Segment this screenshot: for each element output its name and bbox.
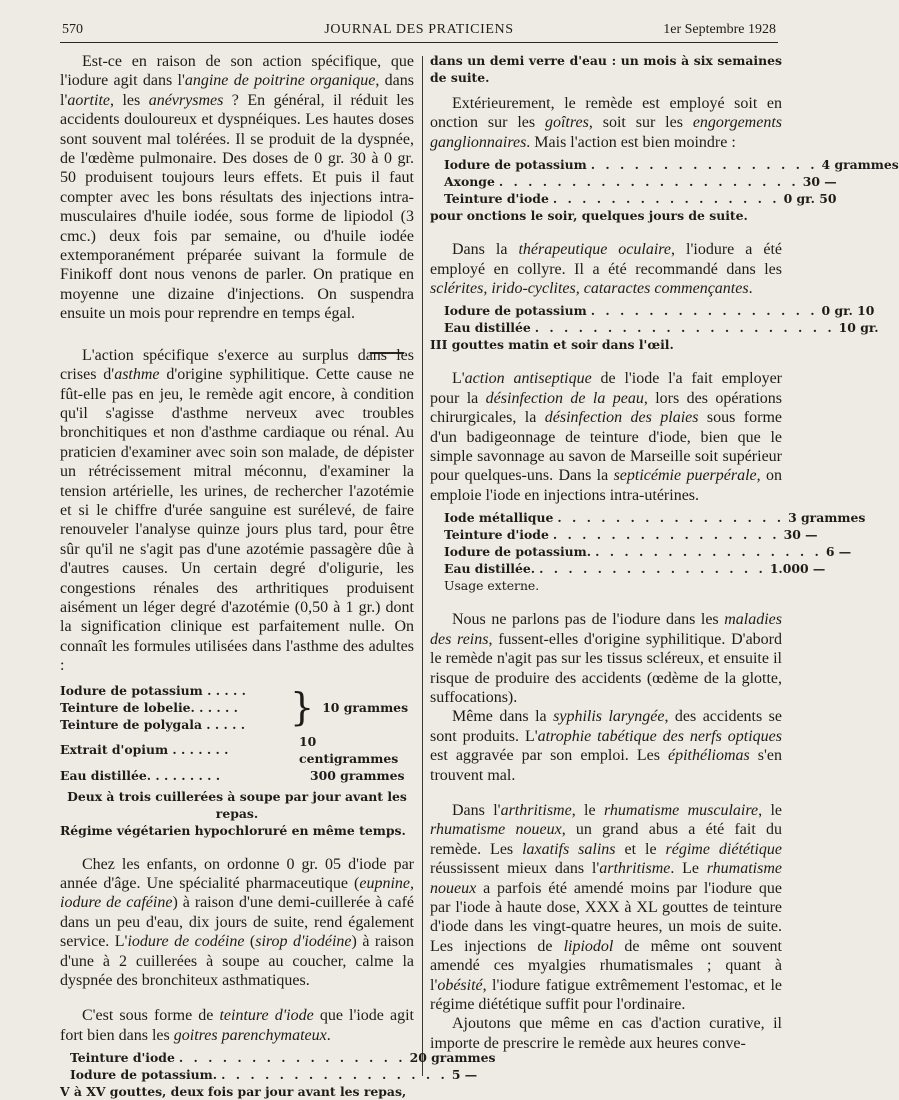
emphasis-text: désinfection des plaies (544, 409, 699, 427)
paragraph-laryngee (430, 707, 782, 785)
formula-note: Deux à trois cuillerées à soupe par jour avant les repas. (67, 788, 407, 821)
emphasis-text: laxatifs salins (522, 840, 616, 858)
body-text: , fussent-elles d'origine syphilitique. D'abord le remède n'agit pas sur les tissus scléreux, et ensuite il risque de produire des accidents (œdème de la glotte, suffocations). (430, 630, 782, 706)
emphasis-text: septicémie puerpérale (613, 467, 757, 485)
emphasis-text: sclérites, irido-cyclites, cataractes commençantes (430, 280, 749, 298)
body-text: de même ont souvent amendé ces myalgies rhumatismales ; quant à l' (430, 937, 782, 994)
emphasis-text: engorgements ganglionnaires (430, 114, 782, 151)
formula-row: Iodure de potassium. . . . . . . . . . . . . . . . . 6 — (444, 544, 852, 560)
formula-row: Iodure de potassium. . . . . . . . . . . . . . . . . 5 — (70, 1067, 478, 1083)
body-text: Chez les enfants, on ordonne 0 gr. 05 d'iode par année d'âge. Une spécialité pharmaceutique ( (60, 855, 414, 892)
formula-ingredient: Eau distillée. . . . . . . . . (60, 767, 221, 783)
emphasis-text: asthme (114, 366, 160, 384)
formula-row: Iode métallique . . . . . . . . . . . . . . . . 3 grammes (444, 510, 866, 526)
body-text: , l'iodure fatigue extrêmement l'estomac, et le régime diététique suffit pour l'ordinaire. (430, 976, 782, 1013)
formula-antiseptique (444, 509, 866, 594)
formula-row: Teinture d'iode . . . . . . . . . . . . . . . . 20 grammes (70, 1050, 496, 1066)
emphasis-text: thérapeutique oculaire (518, 241, 672, 259)
formula-note: Régime végétarien hypochloruré en même temps. (60, 822, 406, 838)
page-number: 570 (62, 22, 83, 37)
body-text: , un grand abus a été fait du remède. Les (430, 821, 783, 858)
formula-note: Usage externe. (444, 578, 540, 594)
body-text: réussissent mieux dans l' (430, 860, 600, 878)
body-text: Nous ne parlons pas de l'iodure dans les (452, 611, 725, 629)
body-text: , des accidents se sont produits. L' (430, 708, 782, 745)
emphasis-text: arthritisme (599, 860, 671, 878)
emphasis-text: syphilis laryngée (553, 708, 665, 726)
body-text: ? En général, il réduit les accidents douloureux et dyspnéiques. Les hautes doses sont souvent mal tolérées. Il se produit de la dyspnée, de l'œdème pulmonaire. Des doses de 0 gr. 30 à 0 gr. 50 produisent toujours leurs effets. Et puis il faut compter avec les bons résultats des injections intra-musculaires d'huile iodée, sous forme de lipiodol (3 cmc.) deux fois par semaine, ou d'huile iodée extemporanément préparée suivant la formule de Finikoff dont nous venons de parler. On pratique en moyenne une dizaine d'injections. On suspendra ensuite un mois pour reprendre en temps égal. (60, 91, 414, 323)
body-text: sous forme d'un badigeonnage de teinture d'iode, bien que le simple savonnage au savon de Marseille soit supérieur pour quelques-uns. Dans la (430, 409, 783, 485)
body-text: que l'iode agit fort bien dans les (60, 1007, 415, 1044)
body-text: ( (244, 933, 256, 951)
header-rule (60, 42, 778, 43)
emphasis-text: goîtres (544, 114, 589, 132)
formula-ingredient: Teinture de lobelie. . . . . . (60, 699, 238, 715)
body-text: et le (615, 840, 666, 858)
formula-row: Iodure de potassium . . . . . . . . . . . . . . . . 0 gr. 10 (444, 303, 875, 319)
emphasis-text: rhumatisme musculaire (603, 801, 759, 819)
body-text: . Le (670, 860, 707, 878)
emphasis-text: aortite (67, 91, 110, 109)
formula-row: Teinture d'iode . . . . . . . . . . . . . . . . 0 gr. 50 (444, 191, 837, 207)
formula-row: Axonge . . . . . . . . . . . . . . . . . . . . . 30 — (444, 174, 837, 190)
emphasis-text: eupnine, iodure de caféine (60, 875, 414, 912)
formula-row: Iodure de potassium . . . . . . . . . . . . . . . . 4 grammes (444, 157, 899, 173)
formula-ingredient: Teinture de polygala . . . . . (60, 716, 246, 732)
emphasis-text: rhumatisme noueux (430, 860, 782, 897)
paragraph-reins (430, 610, 782, 707)
body-text: , soit sur les (588, 114, 693, 132)
body-text: L'action spécifique s'exerce au surplus dans les crises d' (60, 346, 414, 384)
journal-title: JOURNAL DES PRATICIENS (324, 22, 514, 37)
body-text: Dans la (452, 241, 519, 259)
formula-goitres (60, 1049, 496, 1100)
formula-note-continued: dans un demi verre d'eau : un mois à six semaines de suite. (430, 53, 782, 85)
column-separator (422, 56, 423, 1076)
formula-ingredient: Iodure de potassium . . . . . (60, 682, 246, 698)
body-text: Ajoutons que même en cas d'action curative, il importe de prescrire le remède aux heures conve- (430, 1015, 782, 1052)
formula-row: Eau distillée . . . . . . . . . . . . . . . . . . . . . 10 gr. (444, 320, 879, 336)
paragraph-arthritisme (430, 801, 782, 1014)
body-text: ) à raison d'une demi-cuillerée à café dans un peu d'eau, dix jours de suite, rend également service. L' (60, 894, 414, 951)
formula-row: Teinture d'iode . . . . . . . . . . . . . . . . 30 — (444, 527, 818, 543)
formula-ingredient: Extrait d'opium . . . . . . . (60, 742, 229, 758)
paragraph-oculaire (430, 240, 782, 298)
body-text: C'est sous forme de (82, 1007, 220, 1025)
body-text: . (748, 280, 753, 298)
emphasis-text: sirop d'iodéine (255, 933, 352, 951)
brace-symbol: } (290, 685, 315, 730)
body-text: Même dans la (452, 708, 554, 726)
right-column (430, 52, 899, 1082)
paragraph-ajoutons (430, 1014, 782, 1053)
body-text: d'origine syphilitique. Cette cause ne fût-elle pas en jeu, le remède agit encore, à condition qu'il s'agisse d'asthme nerveux avec troubles bronchitiques et non d'asthme cardiaque ou rénal. Au praticien d'examiner avec soin son malade, de dépister un rétrécissement mitral méconnu, d'examiner la tension artérielle, les urines, de rechercher l'azotémie et si le chiffre d'urée sanguine est surélevé, de faire renouveler l'analyse quinze jours plus tard, pour être sûr qu'il ne s'agit pas d'une azotémie passagère dûe à d'autres causes. Un certain degré d'oligurie, les congestions rénales des arthritiques produisent aisément un léger degré d'azotémie (0,50 à 1 gr.) dont la signification clinique est parfaitement nulle. On connaît les formules utilisées dans l'asthme des adultes : (60, 366, 415, 675)
paragraph-asthme (60, 346, 414, 676)
formula-row: Eau distillée. . . . . . . . . . . . . . . . . 1.000 — (444, 561, 826, 577)
formula-asthme (60, 682, 414, 839)
running-header (62, 22, 776, 42)
formula-quantity: 300 grammes (310, 767, 405, 783)
emphasis-text: anévrysmes (148, 91, 224, 109)
emphasis-text: angine de poitrine organique (184, 72, 376, 90)
body-text: , le (571, 801, 604, 819)
body-text: L' (452, 370, 465, 388)
paragraph-goitres (60, 1006, 414, 1045)
formula-note: III gouttes matin et soir dans l'œil. (430, 337, 674, 353)
formula-quantity: 10 centigrammes (299, 733, 399, 766)
paragraph-antiseptique (430, 369, 782, 505)
paragraph-angine (60, 52, 414, 324)
formula-note: V à XV gouttes, deux fois par jour avant les repas, (60, 1084, 407, 1100)
body-text: , dans l' (60, 72, 414, 109)
body-text: , on emploie l'iode en injections intra-utérines. (430, 467, 783, 504)
body-text: , lors des opérations chirurgicales, la (430, 389, 782, 427)
formula-onctions (430, 156, 899, 224)
emphasis-text: goitres parenchymateux (173, 1026, 327, 1044)
emphasis-text: atrophie tabétique des nerfs optiques (537, 727, 782, 745)
paragraph-enfants (60, 855, 414, 991)
body-text: Est-ce en raison de son action spécifique, que l'iodure agit dans l' (60, 53, 414, 90)
emphasis-text: épithéliomas (667, 747, 750, 765)
body-text: , l'iodure a été employé en collyre. Il a été recommandé dans les (430, 241, 783, 278)
body-text: Dans l' (452, 801, 501, 819)
body-text: de l'iode l'a fait employer pour la (430, 370, 783, 407)
emphasis-text: désinfection de la peau (485, 389, 644, 407)
emphasis-text: lipiodol (563, 937, 614, 955)
body-text: . Mais l'action est bien moindre : (526, 133, 736, 151)
formula-note: pour onctions le soir, quelques jours de suite. (430, 208, 748, 224)
body-text: ) à raison d'une à 2 cuillerées à soupe au coucher, calme la dyspnée des bronchiteux asthmatiques. (60, 933, 415, 990)
emphasis-text: iodure de codéine (127, 933, 245, 951)
body-text: s'en trouvent mal. (430, 747, 783, 784)
formula-quantity: 10 grammes (322, 699, 409, 715)
issue-date: 1er Septembre 1928 (663, 22, 776, 37)
body-text: Extérieurement, le remède est employé soit en onction sur les (430, 95, 782, 132)
formula-collyre (430, 302, 879, 353)
emphasis-text: arthritisme (500, 801, 572, 819)
paragraph-exterieurement (430, 94, 782, 152)
body-text: est aggravée par son emploi. Les (430, 747, 668, 765)
body-text: a parfois été amendé moins par l'iodure que par l'iode à haute dose, XXX à XL gouttes de teinture d'iode dans les vingt-quatre heures, un mois de suite. Les injections de (430, 879, 782, 955)
emphasis-text: régime diététique (665, 840, 783, 858)
emphasis-text: maladies des reins (430, 611, 782, 648)
emphasis-text: action antiseptique (464, 370, 592, 388)
body-text: , le (758, 801, 783, 819)
emphasis-text: obésité (437, 976, 483, 994)
body-text: , les (110, 91, 149, 109)
body-text: . (326, 1026, 331, 1044)
emphasis-text: teinture d'iode (219, 1007, 314, 1025)
emphasis-text: rhumatisme noueux (430, 821, 562, 839)
